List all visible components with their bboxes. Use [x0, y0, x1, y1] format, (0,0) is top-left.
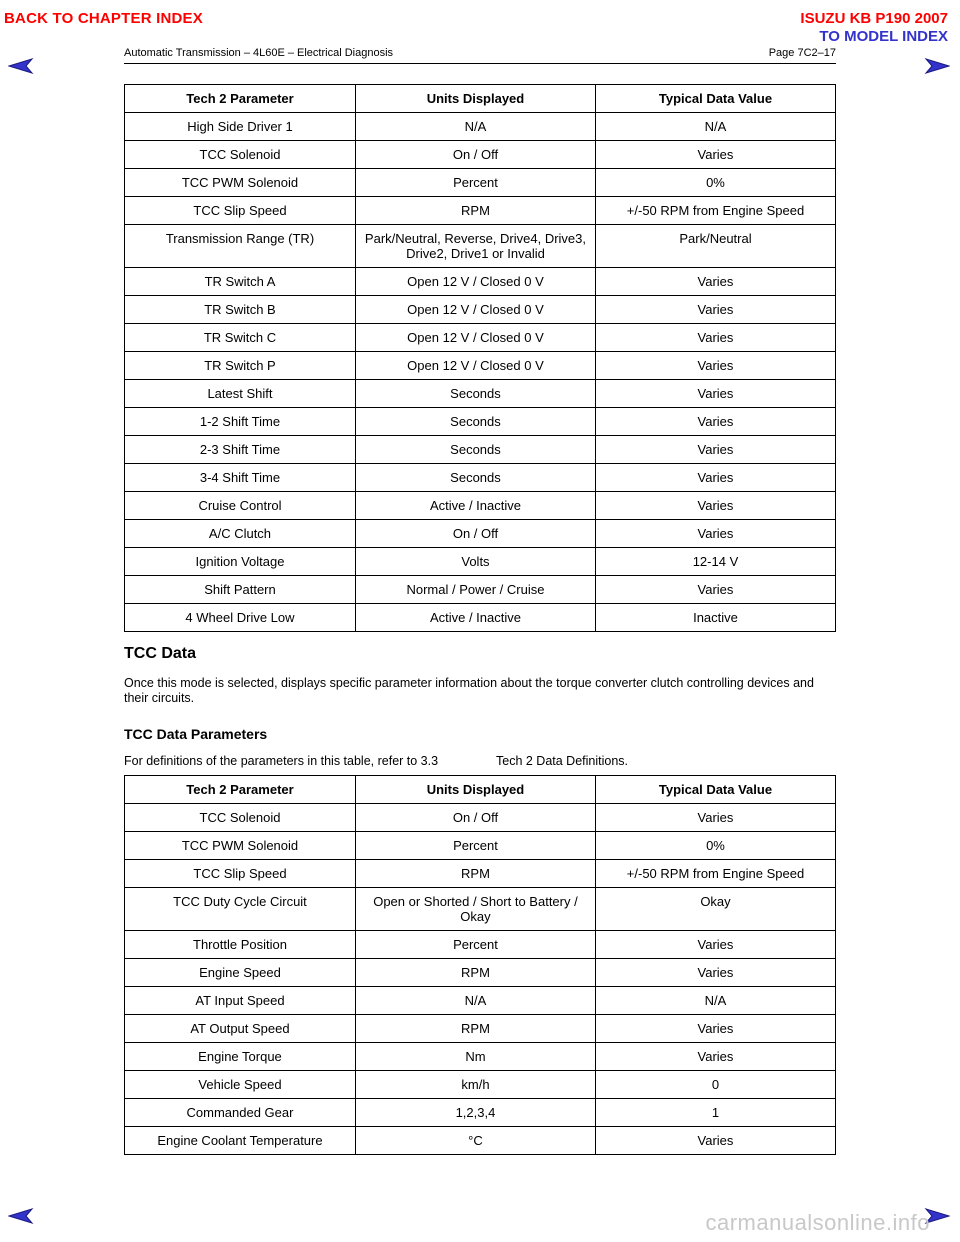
cell-units: On / Off	[355, 520, 595, 548]
table-row	[125, 987, 836, 1015]
cell-parameter: Engine Torque	[125, 1043, 356, 1071]
cell-typical-value: 1	[595, 1099, 835, 1127]
cell-parameter: Commanded Gear	[125, 1099, 356, 1127]
cell-units: Percent	[355, 169, 595, 197]
table-row	[125, 1015, 836, 1043]
cell-typical-value: Varies	[595, 520, 835, 548]
subsection-title: TCC Data Parameters	[124, 726, 268, 742]
cell-units: Open 12 V / Closed 0 V	[355, 296, 595, 324]
cell-parameter: Shift Pattern	[125, 576, 356, 604]
table-row	[125, 888, 836, 931]
cell-typical-value: Varies	[595, 268, 835, 296]
back-to-chapter-index-link[interactable]: BACK TO CHAPTER INDEX	[4, 10, 203, 27]
cell-typical-value: Varies	[595, 959, 835, 987]
cell-typical-value: N/A	[595, 987, 835, 1015]
table-row	[125, 268, 836, 296]
cell-parameter: Ignition Voltage	[125, 548, 356, 576]
reference-line	[124, 754, 629, 768]
cell-typical-value: Inactive	[595, 604, 835, 632]
section-description: Once this mode is selected, displays specific parameter information about the torque converter clutch controlling devices and their circuits.	[124, 676, 814, 705]
column-header-units: Units Displayed	[355, 776, 595, 804]
column-header-units: Units Displayed	[355, 85, 595, 113]
cell-units: Percent	[355, 832, 595, 860]
cell-units: Volts	[355, 548, 595, 576]
cell-typical-value: Okay	[595, 888, 835, 931]
cell-units: N/A	[355, 113, 595, 141]
cell-parameter: AT Output Speed	[125, 1015, 356, 1043]
cell-parameter: TCC Solenoid	[125, 141, 356, 169]
table-row	[125, 380, 836, 408]
header-chapter-title: Automatic Transmission – 4L60E – Electrical Diagnosis	[124, 47, 394, 59]
cell-units: Normal / Power / Cruise	[355, 576, 595, 604]
cell-units: RPM	[355, 959, 595, 987]
cell-typical-value: Park/Neutral	[595, 225, 835, 268]
table-row	[125, 225, 836, 268]
table-row	[125, 959, 836, 987]
table-row	[125, 832, 836, 860]
table-row	[125, 141, 836, 169]
tcc-data-parameter-table	[124, 775, 836, 1155]
cell-typical-value: +/-50 RPM from Engine Speed	[595, 860, 835, 888]
column-header-parameter: Tech 2 Parameter	[125, 85, 356, 113]
cell-parameter: 3-4 Shift Time	[125, 464, 356, 492]
model-title-link[interactable]: ISUZU KB P190 2007	[800, 10, 948, 27]
cell-units: RPM	[355, 197, 595, 225]
cell-units: Open or Shorted / Short to Battery / Okay	[355, 888, 595, 931]
cell-units: Open 12 V / Closed 0 V	[355, 268, 595, 296]
column-header-typical-value: Typical Data Value	[595, 85, 835, 113]
cell-units: Seconds	[355, 380, 595, 408]
cell-parameter: AT Input Speed	[125, 987, 356, 1015]
cell-parameter: 2-3 Shift Time	[125, 436, 356, 464]
table-row	[125, 576, 836, 604]
cell-parameter: TCC Slip Speed	[125, 197, 356, 225]
table-row	[125, 1099, 836, 1127]
model-nav	[800, 10, 948, 46]
cell-units: 1,2,3,4	[355, 1099, 595, 1127]
table-row	[125, 324, 836, 352]
table-row	[125, 520, 836, 548]
cell-typical-value: N/A	[595, 113, 835, 141]
cell-units: Active / Inactive	[355, 604, 595, 632]
cell-parameter: TCC PWM Solenoid	[125, 832, 356, 860]
cell-parameter: TCC Solenoid	[125, 804, 356, 832]
previous-page-arrow-bottom-icon[interactable]	[8, 1208, 34, 1224]
watermark: carmanualsonline.info	[705, 1210, 930, 1235]
section-title: TCC Data	[124, 645, 197, 662]
cell-units: On / Off	[355, 804, 595, 832]
cell-units: On / Off	[355, 141, 595, 169]
table-row	[125, 931, 836, 959]
cell-typical-value: Varies	[595, 296, 835, 324]
cell-units: N/A	[355, 987, 595, 1015]
table-row	[125, 113, 836, 141]
cell-parameter: Engine Speed	[125, 959, 356, 987]
cell-typical-value: Varies	[595, 141, 835, 169]
header-page-number: Page 7C2–17	[768, 47, 836, 59]
cell-parameter: Cruise Control	[125, 492, 356, 520]
cell-units: Nm	[355, 1043, 595, 1071]
cell-typical-value: 12-14 V	[595, 548, 835, 576]
cell-parameter: Engine Coolant Temperature	[125, 1127, 356, 1155]
cell-typical-value: Varies	[595, 464, 835, 492]
table-header-row	[125, 776, 836, 804]
cell-parameter: Latest Shift	[125, 380, 356, 408]
cell-typical-value: Varies	[595, 324, 835, 352]
cell-parameter: TCC PWM Solenoid	[125, 169, 356, 197]
table-row	[125, 548, 836, 576]
cell-units: Open 12 V / Closed 0 V	[355, 324, 595, 352]
table-row	[125, 464, 836, 492]
cell-typical-value: Varies	[595, 576, 835, 604]
cell-typical-value: Varies	[595, 1127, 835, 1155]
cell-parameter: TR Switch A	[125, 268, 356, 296]
cell-units: Seconds	[355, 436, 595, 464]
cell-parameter: 1-2 Shift Time	[125, 408, 356, 436]
next-page-arrow-icon[interactable]	[924, 58, 950, 74]
table-row	[125, 197, 836, 225]
table-row	[125, 1071, 836, 1099]
column-header-parameter: Tech 2 Parameter	[125, 776, 356, 804]
cell-parameter: Transmission Range (TR)	[125, 225, 356, 268]
cell-typical-value: 0%	[595, 832, 835, 860]
cell-parameter: TCC Slip Speed	[125, 860, 356, 888]
cell-typical-value: Varies	[595, 492, 835, 520]
previous-page-arrow-icon[interactable]	[8, 58, 34, 74]
cell-typical-value: Varies	[595, 380, 835, 408]
table-row	[125, 169, 836, 197]
cell-units: °C	[355, 1127, 595, 1155]
cell-units: Active / Inactive	[355, 492, 595, 520]
cell-parameter: TCC Duty Cycle Circuit	[125, 888, 356, 931]
cell-parameter: TR Switch B	[125, 296, 356, 324]
table-row	[125, 804, 836, 832]
cell-typical-value: Varies	[595, 352, 835, 380]
table-row	[125, 1127, 836, 1155]
table-row	[125, 352, 836, 380]
cell-units: Percent	[355, 931, 595, 959]
cell-units: Open 12 V / Closed 0 V	[355, 352, 595, 380]
cell-typical-value: Varies	[595, 1043, 835, 1071]
cell-typical-value: Varies	[595, 408, 835, 436]
table-row	[125, 296, 836, 324]
cell-parameter: A/C Clutch	[125, 520, 356, 548]
to-model-index-link[interactable]: TO MODEL INDEX	[819, 28, 948, 45]
cell-typical-value: Varies	[595, 931, 835, 959]
column-header-typical-value: Typical Data Value	[595, 776, 835, 804]
cell-units: Seconds	[355, 408, 595, 436]
cell-parameter: TR Switch P	[125, 352, 356, 380]
cell-units: RPM	[355, 860, 595, 888]
cell-typical-value: 0%	[595, 169, 835, 197]
cell-parameter: High Side Driver 1	[125, 113, 356, 141]
cell-typical-value: +/-50 RPM from Engine Speed	[595, 197, 835, 225]
cell-parameter: TR Switch C	[125, 324, 356, 352]
cell-units: RPM	[355, 1015, 595, 1043]
reference-prefix: For definitions of the parameters in this table, refer to 3.3	[124, 754, 439, 768]
cell-parameter: Vehicle Speed	[125, 1071, 356, 1099]
table-row	[125, 860, 836, 888]
cell-units: km/h	[355, 1071, 595, 1099]
cell-parameter: 4 Wheel Drive Low	[125, 604, 356, 632]
reference-link[interactable]: Tech 2 Data Definitions.	[496, 754, 629, 768]
tech2-parameter-table	[124, 84, 836, 632]
cell-units: Park/Neutral, Reverse, Drive4, Drive3, Drive2, Drive1 or Invalid	[355, 225, 595, 268]
cell-typical-value: 0	[595, 1071, 835, 1099]
table-row	[125, 604, 836, 632]
table-row	[125, 492, 836, 520]
table-header-row	[125, 85, 836, 113]
table-row	[125, 1043, 836, 1071]
page-header	[124, 47, 836, 64]
table-row	[125, 436, 836, 464]
table-row	[125, 408, 836, 436]
cell-typical-value: Varies	[595, 1015, 835, 1043]
cell-typical-value: Varies	[595, 804, 835, 832]
cell-typical-value: Varies	[595, 436, 835, 464]
cell-units: Seconds	[355, 464, 595, 492]
cell-parameter: Throttle Position	[125, 931, 356, 959]
